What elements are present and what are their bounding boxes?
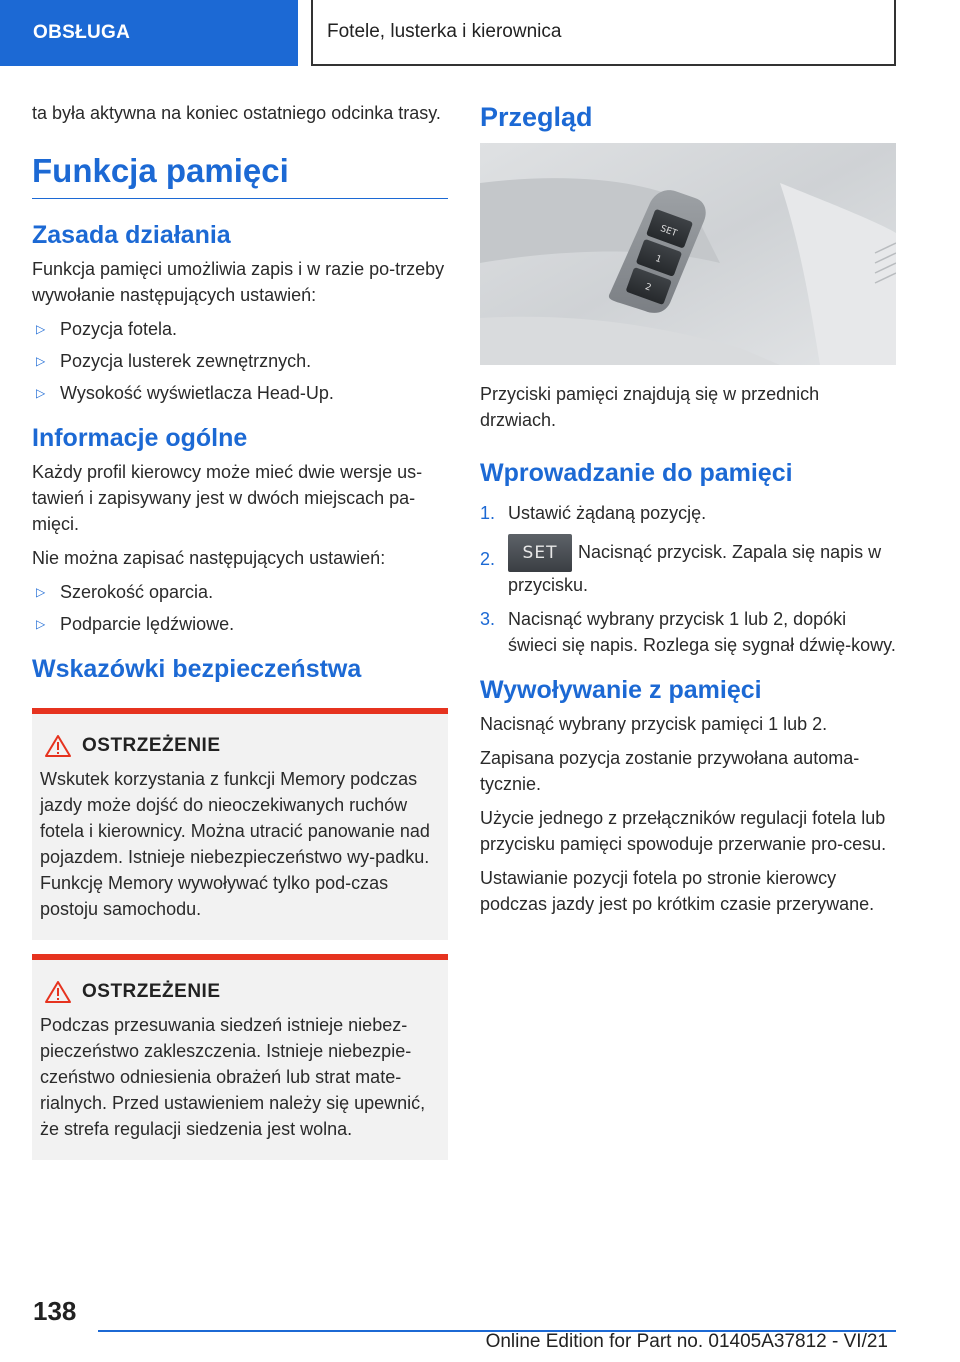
triangle-right-icon: ▷ — [36, 386, 46, 400]
overview-heading: Przegląd — [480, 102, 593, 132]
intro-paragraph: ta była aktywna na koniec ostatniego odcinka trasy. — [32, 103, 441, 123]
store-heading: Wprowadzanie do pamięci — [480, 459, 793, 487]
triangle-right-icon: ▷ — [36, 354, 46, 368]
section-title: Funkcja pamięci — [32, 134, 448, 199]
principle-heading: Zasada działania — [32, 221, 231, 249]
chapter-title: Fotele, lusterka i kierownica — [311, 0, 896, 66]
section-tab: OBSŁUGA — [0, 0, 298, 66]
page-header — [0, 0, 960, 66]
photo-label-set: SET — [658, 223, 679, 240]
warning-box — [32, 708, 448, 940]
list-item: ▷ Podparcie lędźwiowe. — [32, 611, 448, 637]
memory-buttons-photo — [480, 143, 896, 365]
warning-text: Podczas przesuwania siedzeń istnieje niebez-pieczeństwo zakleszczenia. Istnieje niebezpie-czeństwo odniesienia obrażeń lub strat mate-rialnych. Przed ustawieniem należy się upewnić, że strefa regulacji siedzenia jest wolna. — [40, 1015, 426, 1139]
general-text-2: Nie można zapisać następujących ustawień: — [32, 548, 386, 568]
photo-caption: Przyciski pamięci znajdują się w przednich drzwiach. — [480, 384, 820, 430]
principle-text: Funkcja pamięci umożliwia zapis i w razie po-trzeby wywołanie następujących ustawień: — [32, 259, 445, 305]
list-item: ▷ Pozycja fotela. — [32, 316, 448, 342]
general-text-1: Każdy profil kierowcy może mieć dwie wersje us-tawień i zapisywany jest w dwóch miejscach pa-mięci. — [32, 462, 423, 534]
safety-heading: Wskazówki bezpieczeństwa — [32, 655, 362, 683]
recall-heading: Wywoływanie z pamięci — [480, 676, 762, 704]
photo-label-1: 1 — [653, 254, 663, 266]
photo-label-2: 2 — [643, 282, 653, 294]
recall-text-4: Ustawianie pozycji fotela po stronie kierowcy podczas jazdy jest po krótkim czasie przerywane. — [480, 868, 875, 914]
step-item: 1. Ustawić żądaną pozycję. — [480, 503, 707, 523]
general-list — [32, 579, 448, 637]
edition-note: Online Edition for Part no. 01405A37812 - VI/21 — [485, 1331, 888, 1352]
list-item: ▷ Wysokość wyświetlacza Head-Up. — [32, 380, 448, 406]
triangle-right-icon: ▷ — [36, 617, 46, 631]
warning-header — [40, 980, 440, 1004]
list-item: ▷ Szerokość oparcia. — [32, 579, 448, 605]
step-item: 2. SET Nacisnąć przycisk. Zapala się napis w przycisku. — [480, 534, 896, 598]
general-heading: Informacje ogólne — [32, 424, 248, 452]
warning-title: OSTRZEŻENIE — [82, 735, 221, 756]
triangle-right-icon: ▷ — [36, 322, 46, 336]
recall-text-2: Zapisana pozycja zostanie przywołana automa-tycznie. — [480, 748, 860, 794]
store-steps — [480, 500, 896, 658]
set-button-icon: SET — [508, 534, 572, 572]
recall-text-3: Użycie jednego z przełączników regulacji fotela lub przycisku pamięci spowoduje przerwanie pro-cesu. — [480, 808, 887, 854]
warning-triangle-icon — [44, 980, 72, 1004]
recall-text-1: Nacisnąć wybrany przycisk pamięci 1 lub 2. — [480, 714, 828, 734]
warning-text: Wskutek korzystania z funkcji Memory podczas jazdy może dojść do nieoczekiwanych ruchów fotela i kierownicy. Można utracić panowanie nad pojazdem. Istnieje niebezpieczeństwo wy-padku. Funkcję Memory wywoływać tylko pod-czas postoju samochodu. — [40, 769, 430, 919]
list-item: ▷ Pozycja lusterek zewnętrznych. — [32, 348, 448, 374]
warning-header — [40, 734, 440, 758]
warning-title: OSTRZEŻENIE — [82, 981, 221, 1002]
warning-triangle-icon — [44, 734, 72, 758]
triangle-right-icon: ▷ — [36, 585, 46, 599]
warning-box — [32, 954, 448, 1160]
page-number: 138 — [33, 1296, 77, 1326]
right-column — [480, 100, 896, 925]
principle-list — [32, 316, 448, 406]
step-item: 3. Nacisnąć wybrany przycisk 1 lub 2, dopóki świeci się napis. Rozlega się sygnał dźwię-kowy. — [480, 609, 896, 655]
left-column — [32, 100, 448, 1174]
